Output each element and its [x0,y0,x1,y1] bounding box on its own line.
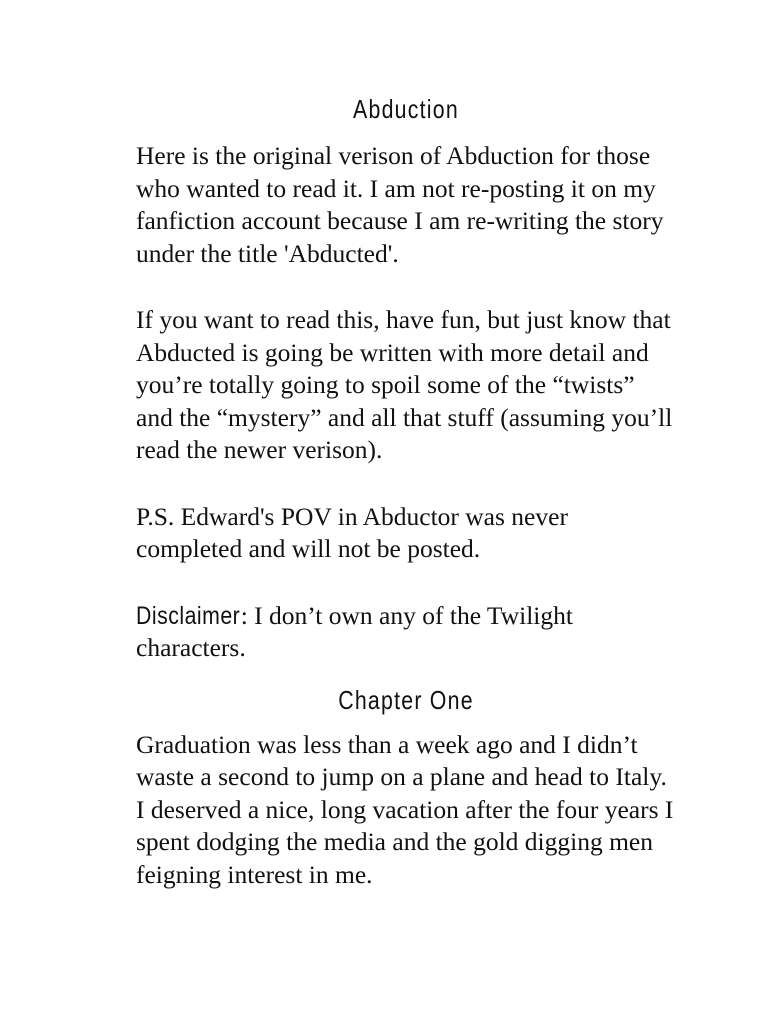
chapter-heading: Chapter One [338,684,474,715]
document-page [136,90,676,925]
intro-paragraph-2: If you want to read this, have fun, but just know that Abducted is going be written with more detail and you’re totally going to spoil some of the “twists” and the “mystery” and all that stuff (assuming you’ll read the newer verison). [136,305,673,464]
ps-note: P.S. Edward's POV in Abductor was never completed and will not be posted. [136,501,568,563]
document-title: Abduction [353,94,459,124]
disclaimer-paragraph [136,600,676,665]
disclaimer-text: : I don’t own any of the Twilight characters. [136,600,573,662]
intro-paragraph-1: Here is the original verison of Abduction for those who wanted to read it. I am not re-posting it on my fanfiction account because I am re-writing the story under the title 'Abducted'. [136,141,664,268]
disclaimer-label: Disclaimer [136,601,241,630]
chapter-paragraph-1: Graduation was less than a week ago and I didn’t waste a second to jump on a plane and head to Italy. I deserved a nice, long vacation after the four years I spent dodging the media and the gold digging men feigning interest in me. [136,729,674,889]
